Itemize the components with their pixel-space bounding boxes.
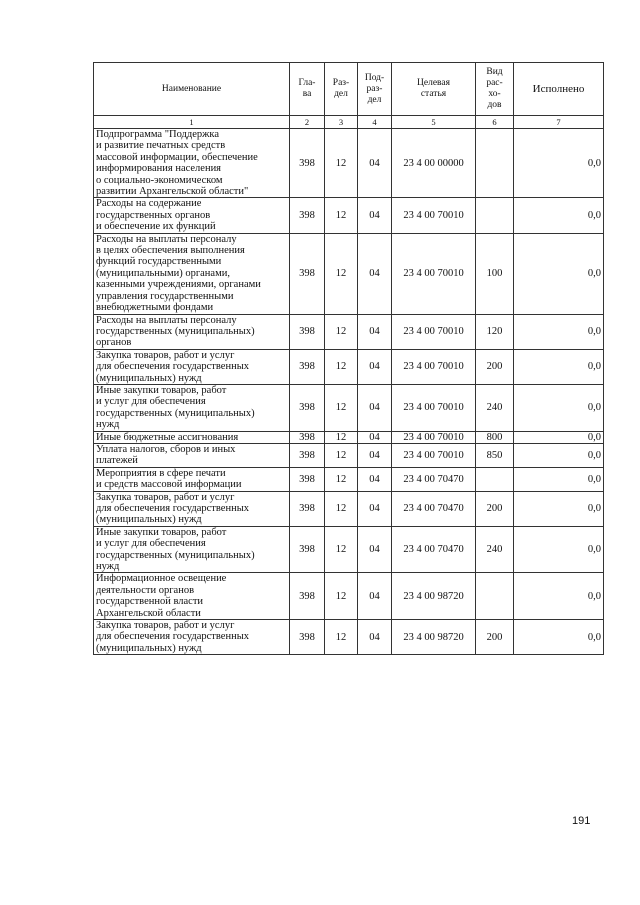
row-executed: 0,0 <box>514 467 604 491</box>
row-expense-type: 800 <box>476 431 514 443</box>
table-row <box>94 233 604 314</box>
table-row <box>94 431 604 443</box>
column-number: 2 <box>290 116 325 129</box>
table-row <box>94 526 604 573</box>
row-target: 23 4 00 70470 <box>392 491 476 526</box>
row-expense-type: 200 <box>476 349 514 384</box>
table-row <box>94 384 604 431</box>
row-target: 23 4 00 98720 <box>392 620 476 655</box>
row-chapter: 398 <box>290 314 325 349</box>
row-subsection: 04 <box>358 198 392 233</box>
row-section: 12 <box>325 384 358 431</box>
row-chapter: 398 <box>290 349 325 384</box>
row-expense-type <box>476 198 514 233</box>
row-section: 12 <box>325 314 358 349</box>
table-row <box>94 467 604 491</box>
row-chapter: 398 <box>290 233 325 314</box>
row-section: 12 <box>325 431 358 443</box>
row-section: 12 <box>325 349 358 384</box>
table-body <box>94 129 604 655</box>
column-number: 3 <box>325 116 358 129</box>
row-expense-type: 200 <box>476 620 514 655</box>
row-subsection: 04 <box>358 467 392 491</box>
row-chapter: 398 <box>290 526 325 573</box>
row-target: 23 4 00 70010 <box>392 314 476 349</box>
row-subsection: 04 <box>358 491 392 526</box>
row-executed: 0,0 <box>514 198 604 233</box>
row-expense-type: 240 <box>476 384 514 431</box>
column-number: 7 <box>514 116 604 129</box>
column-number: 5 <box>392 116 476 129</box>
header-subsection: Под- раз- дел <box>358 63 392 116</box>
row-expense-type: 120 <box>476 314 514 349</box>
row-subsection: 04 <box>358 349 392 384</box>
header-target: Целевая статья <box>392 63 476 116</box>
row-name: Мероприятия в сфере печати и средств массовой информации <box>94 467 290 491</box>
row-executed: 0,0 <box>514 491 604 526</box>
row-target: 23 4 00 70470 <box>392 467 476 491</box>
table-row <box>94 198 604 233</box>
row-target: 23 4 00 70010 <box>392 349 476 384</box>
row-expense-type: 100 <box>476 233 514 314</box>
row-executed: 0,0 <box>514 129 604 198</box>
row-target: 23 4 00 98720 <box>392 573 476 620</box>
row-target: 23 4 00 70010 <box>392 443 476 467</box>
header-chapter: Гла- ва <box>290 63 325 116</box>
header-executed: Исполнено <box>514 63 604 116</box>
column-number: 6 <box>476 116 514 129</box>
row-name: Иные закупки товаров, работ и услуг для обеспечения государственных (муниципальных) нужд <box>94 384 290 431</box>
header-row <box>94 63 604 116</box>
row-section: 12 <box>325 467 358 491</box>
header-section: Раз- дел <box>325 63 358 116</box>
row-subsection: 04 <box>358 443 392 467</box>
table-row <box>94 620 604 655</box>
page-number: 191 <box>572 815 591 827</box>
row-name: Подпрограмма "Поддержка и развитие печатных средств массовой информации, обеспечение информирования населения о социально-экономическом развитии Архангельской области" <box>94 129 290 198</box>
row-section: 12 <box>325 491 358 526</box>
row-name: Уплата налогов, сборов и иных платежей <box>94 443 290 467</box>
row-chapter: 398 <box>290 384 325 431</box>
row-chapter: 398 <box>290 129 325 198</box>
row-executed: 0,0 <box>514 526 604 573</box>
column-number-row <box>94 116 604 129</box>
table-row <box>94 573 604 620</box>
table-row <box>94 129 604 198</box>
row-expense-type: 850 <box>476 443 514 467</box>
row-chapter: 398 <box>290 431 325 443</box>
row-target: 23 4 00 70010 <box>392 431 476 443</box>
row-section: 12 <box>325 233 358 314</box>
row-section: 12 <box>325 198 358 233</box>
row-chapter: 398 <box>290 491 325 526</box>
row-subsection: 04 <box>358 573 392 620</box>
row-subsection: 04 <box>358 431 392 443</box>
row-name: Информационное освещение деятельности органов государственной власти Архангельской области <box>94 573 290 620</box>
row-name: Расходы на выплаты персоналу в целях обеспечения выполнения функций государственными (муниципальными) органами, казенными учреждениями, органами управления государственными внебюджетными фондами <box>94 233 290 314</box>
table-row <box>94 349 604 384</box>
row-name: Расходы на выплаты персоналу государственных (муниципальных) органов <box>94 314 290 349</box>
row-subsection: 04 <box>358 233 392 314</box>
row-chapter: 398 <box>290 620 325 655</box>
row-executed: 0,0 <box>514 384 604 431</box>
table-row <box>94 491 604 526</box>
row-name: Закупка товаров, работ и услуг для обеспечения государственных (муниципальных) нужд <box>94 620 290 655</box>
column-number: 4 <box>358 116 392 129</box>
row-executed: 0,0 <box>514 431 604 443</box>
row-subsection: 04 <box>358 384 392 431</box>
row-executed: 0,0 <box>514 349 604 384</box>
row-target: 23 4 00 70470 <box>392 526 476 573</box>
row-name: Закупка товаров, работ и услуг для обеспечения государственных (муниципальных) нужд <box>94 349 290 384</box>
row-expense-type <box>476 573 514 620</box>
row-chapter: 398 <box>290 573 325 620</box>
row-target: 23 4 00 70010 <box>392 233 476 314</box>
header-name: Наименование <box>94 63 290 116</box>
column-number: 1 <box>94 116 290 129</box>
row-section: 12 <box>325 573 358 620</box>
row-chapter: 398 <box>290 198 325 233</box>
row-subsection: 04 <box>358 129 392 198</box>
row-executed: 0,0 <box>514 233 604 314</box>
row-target: 23 4 00 00000 <box>392 129 476 198</box>
row-executed: 0,0 <box>514 314 604 349</box>
row-expense-type <box>476 129 514 198</box>
row-subsection: 04 <box>358 314 392 349</box>
row-section: 12 <box>325 620 358 655</box>
header-expense-type: Вид рас- хо- дов <box>476 63 514 116</box>
row-executed: 0,0 <box>514 620 604 655</box>
row-chapter: 398 <box>290 467 325 491</box>
row-subsection: 04 <box>358 526 392 573</box>
row-target: 23 4 00 70010 <box>392 198 476 233</box>
row-subsection: 04 <box>358 620 392 655</box>
row-expense-type: 200 <box>476 491 514 526</box>
row-section: 12 <box>325 129 358 198</box>
row-section: 12 <box>325 443 358 467</box>
row-name: Расходы на содержание государственных органов и обеспечение их функций <box>94 198 290 233</box>
row-target: 23 4 00 70010 <box>392 384 476 431</box>
row-name: Иные закупки товаров, работ и услуг для обеспечения государственных (муниципальных) нужд <box>94 526 290 573</box>
row-executed: 0,0 <box>514 573 604 620</box>
row-expense-type: 240 <box>476 526 514 573</box>
table-row <box>94 314 604 349</box>
row-expense-type <box>476 467 514 491</box>
table-row <box>94 443 604 467</box>
row-executed: 0,0 <box>514 443 604 467</box>
row-chapter: 398 <box>290 443 325 467</box>
row-name: Закупка товаров, работ и услуг для обеспечения государственных (муниципальных) нужд <box>94 491 290 526</box>
row-name: Иные бюджетные ассигнования <box>94 431 290 443</box>
row-section: 12 <box>325 526 358 573</box>
budget-table <box>93 62 604 655</box>
